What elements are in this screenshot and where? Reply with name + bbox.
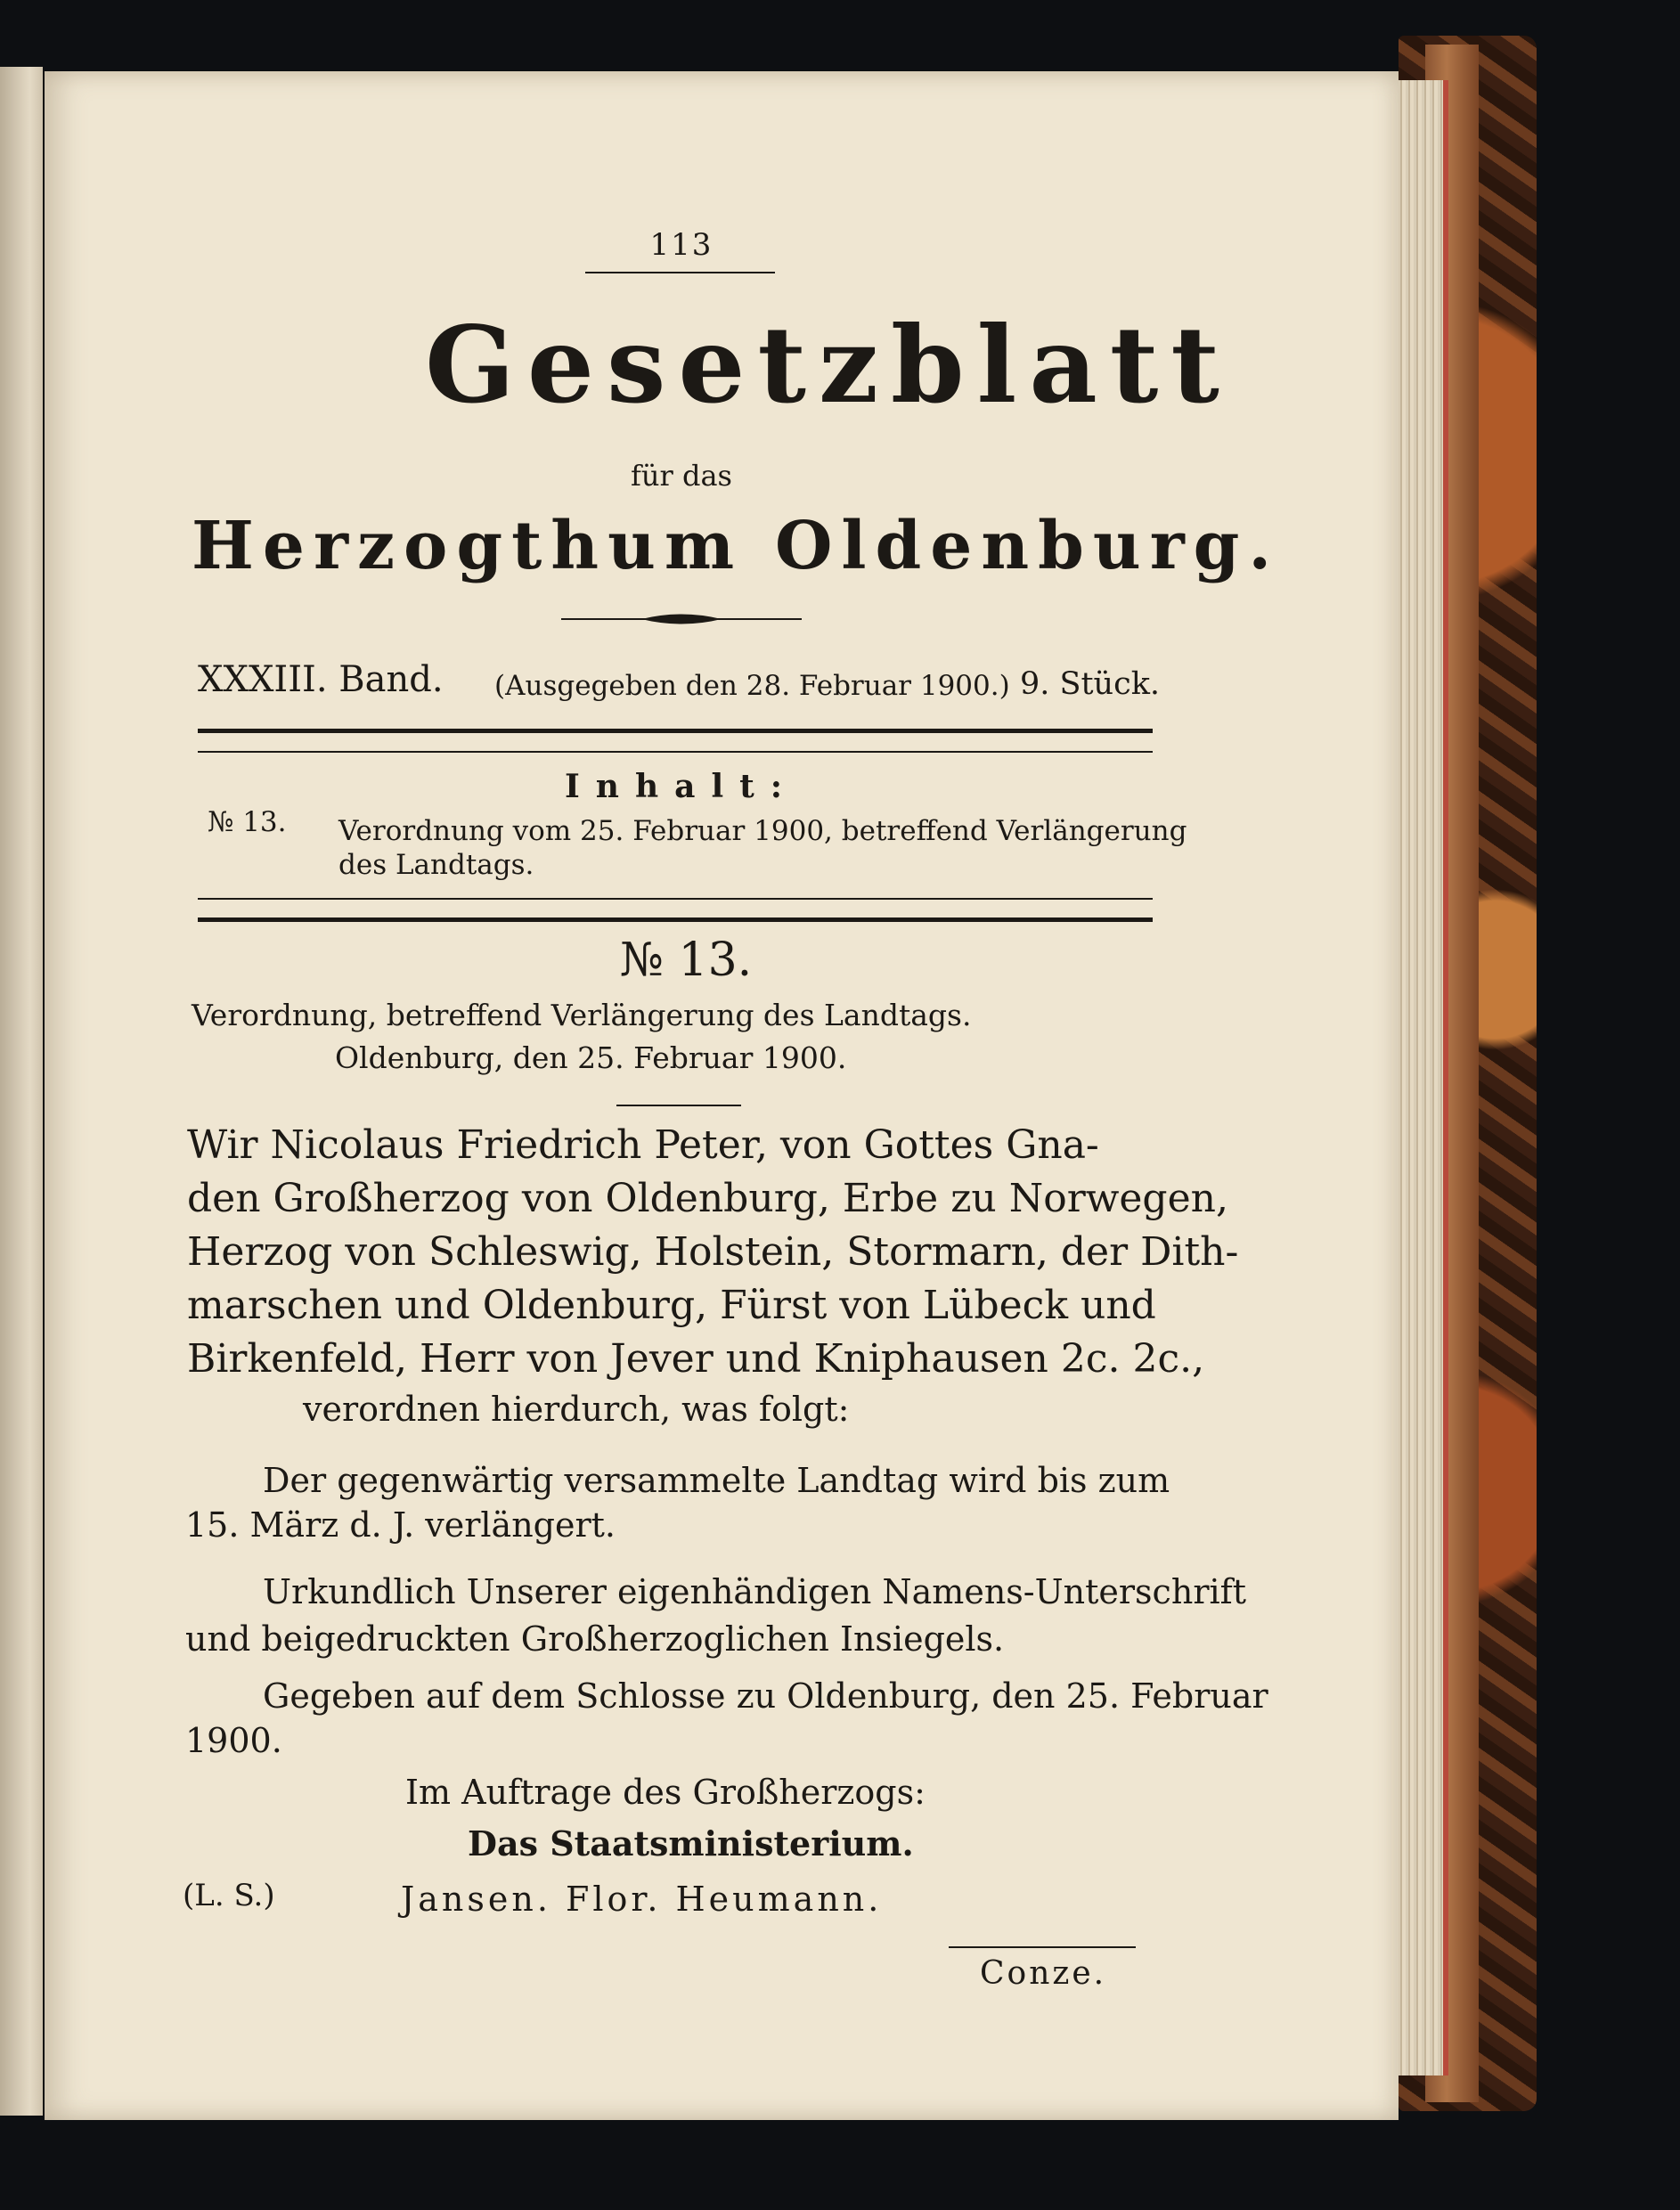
body-line: Wir Nicolaus Friedrich Peter, von Gottes Gna- xyxy=(187,1122,1099,1168)
ministry-name: Das Staatsministerium. xyxy=(468,1823,914,1863)
section-title: Verordnung, betreffend Verlängerung des Landtags. xyxy=(192,998,972,1032)
countersign-name: Conze. xyxy=(980,1955,1107,1992)
contents-number: № 13. xyxy=(208,806,287,838)
commission-line: Im Auftrage des Großherzogs: xyxy=(405,1773,926,1812)
double-rule-top-thin xyxy=(198,751,1153,753)
page-number: 113 xyxy=(649,227,714,263)
contents-heading: Inhalt: xyxy=(564,768,799,805)
double-rule-bottom-thin xyxy=(198,898,1153,900)
seal-mark: (L. S.) xyxy=(183,1878,275,1913)
body-line: 1900. xyxy=(185,1721,282,1760)
section-place-date: Oldenburg, den 25. Februar 1900. xyxy=(335,1040,847,1075)
masthead-state: Herzogthum Oldenburg. xyxy=(192,508,1281,584)
body-line: 15. März d. J. verlängert. xyxy=(185,1505,616,1545)
header-rule xyxy=(585,272,775,273)
body-line: Der gegenwärtig versammelte Landtag wird bis zum xyxy=(263,1461,1170,1500)
contents-entry-line-1: Verordnung vom 25. Februar 1900, betreffend Verlängerung xyxy=(338,815,1187,847)
section-rule xyxy=(616,1105,741,1106)
issue-date: (Ausgegeben den 28. Februar 1900.) xyxy=(494,670,1010,702)
body-line: den Großherzog von Oldenburg, Erbe zu Norwegen, xyxy=(187,1176,1228,1221)
body-line: Herzog von Schleswig, Holstein, Stormarn, der Dith- xyxy=(187,1229,1239,1275)
body-line: Birkenfeld, Herr von Jever und Kniphausen 2c. 2c., xyxy=(187,1336,1205,1382)
body-line: verordnen hierdurch, was folgt: xyxy=(303,1390,850,1429)
signatory-names: Jansen. Flor. Heumann. xyxy=(401,1880,883,1919)
double-rule-top-thick xyxy=(198,729,1153,733)
countersign-rule xyxy=(949,1946,1136,1948)
issue-part: 9. Stück. xyxy=(1020,666,1161,702)
ornamental-divider xyxy=(561,608,802,631)
left-page-edge xyxy=(0,67,43,2116)
body-line: Urkundlich Unserer eigenhändigen Namens-Unterschrift xyxy=(263,1572,1246,1611)
body-line: und beigedruckten Großherzoglichen Insiegels. xyxy=(185,1619,1005,1659)
masthead-subtitle: für das xyxy=(631,459,732,493)
body-line: marschen und Oldenburg, Fürst von Lübeck und xyxy=(187,1283,1156,1328)
volume-label: XXXIII. Band. xyxy=(198,659,444,700)
body-line: Gegeben auf dem Schlosse zu Oldenburg, den 25. Februar xyxy=(263,1676,1268,1716)
contents-entry-line-2: des Landtags. xyxy=(338,849,534,881)
masthead-title: Gesetzblatt xyxy=(425,303,1232,427)
section-number: № 13. xyxy=(619,934,753,987)
double-rule-bottom-thick xyxy=(198,917,1153,922)
